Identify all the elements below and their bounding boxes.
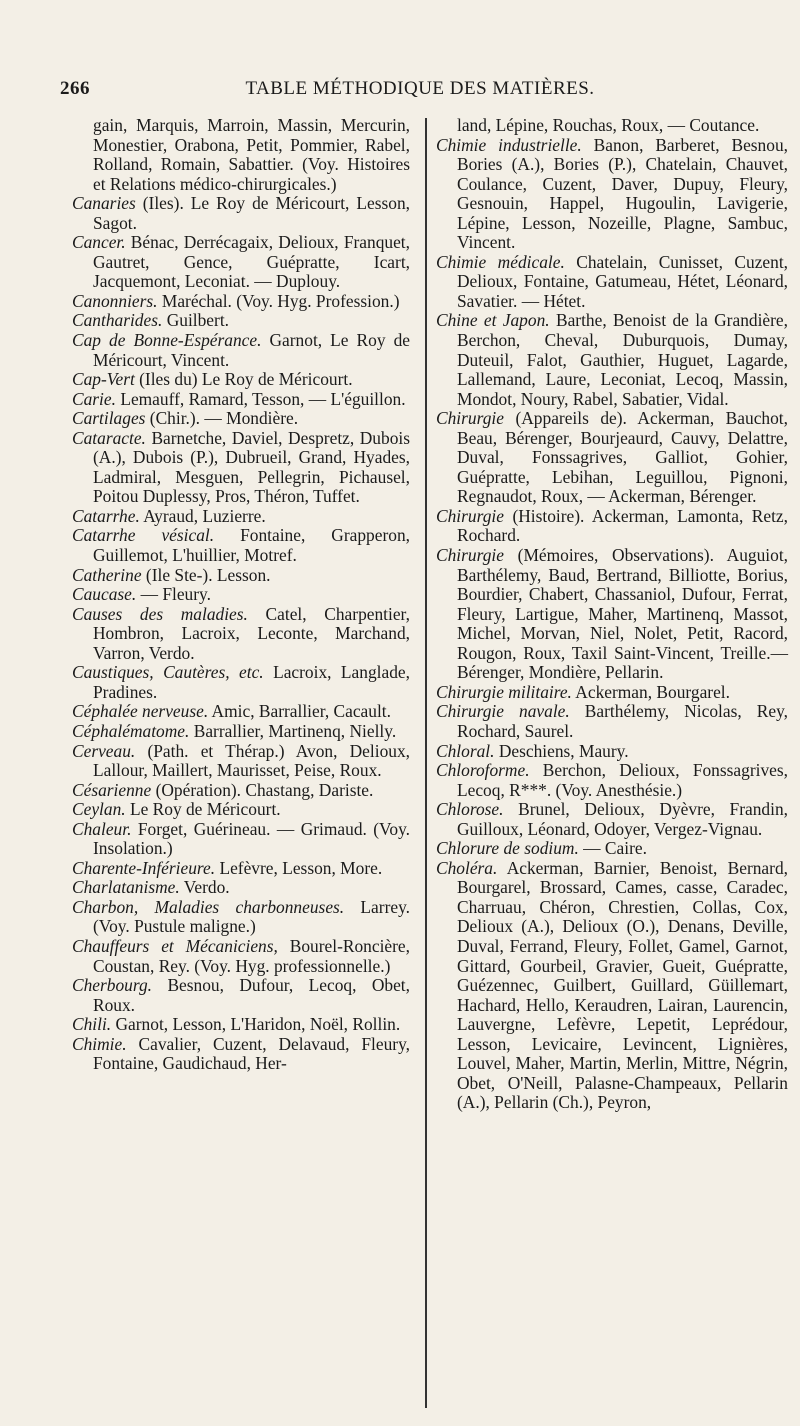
index-entry <box>72 898 410 937</box>
index-entry <box>72 1015 410 1035</box>
index-entry <box>436 136 788 253</box>
entry-term: Cap de Bonne-Espérance. <box>72 330 262 351</box>
entry-term: Catarrhe vésical. <box>72 525 215 546</box>
entry-term: Canaries <box>72 193 136 214</box>
index-entry <box>436 839 788 859</box>
left-column <box>72 116 410 1414</box>
index-entry <box>72 292 410 312</box>
entry-references: Larrey. (Voy. Pustule maligne.) <box>93 896 410 937</box>
entry-term: Cerveau. <box>72 740 136 761</box>
index-entry <box>436 546 788 683</box>
index-entry <box>436 761 788 800</box>
right-column <box>436 116 788 1414</box>
entry-references: Fontaine, Grapperon, Guillemot, L'huillier, Motref. <box>93 525 410 566</box>
entry-term: Chirurgie <box>436 545 504 566</box>
entry-references: (Path. et Thérap.) Avon, Delioux, Lallour, Maillert, Maurisset, Peise, Roux. <box>93 740 410 781</box>
entry-references: Ayraud, Luzierre. <box>139 505 266 526</box>
entry-term: Causes des maladies. <box>72 603 248 624</box>
entry-references: Barthélemy, Nicolas, Rey, Rochard, Saurel. <box>457 701 788 741</box>
index-entry <box>72 800 410 820</box>
entry-references: Ackerman, Bourgarel. <box>571 681 730 702</box>
index-entry <box>72 742 410 781</box>
entry-references: — Fleury. <box>136 584 211 605</box>
index-entry <box>436 800 788 839</box>
entry-references: Forget, Guérineau. — Grimaud. (Voy. Insolation.) <box>93 818 410 859</box>
entry-references: Barrallier, Martinenq, Nielly. <box>189 720 397 741</box>
entry-references: (Iles du) Le Roy de Méricourt. <box>134 369 353 390</box>
column-continuation: gain, Marquis, Marroin, Massin, Mercurin, Monestier, Orabona, Petit, Pommier, Rabel, Rolland, Romain, Sabattier. (Voy. Histoires et Relations médico-chirurgicales.) <box>93 115 410 194</box>
entry-references: (Opération). Chastang, Dariste. <box>151 779 374 800</box>
entry-references: Garnot, Lesson, L'Haridon, Noël, Rollin. <box>111 1014 401 1035</box>
entry-references: Bénac, Derrécagaix, Delioux, Franquet, Gautret, Gence, Guépratte, Icart, Jacquemont, Leconiat. — Duplouy. <box>93 232 410 292</box>
index-entry <box>72 526 410 565</box>
index-entry <box>72 859 410 879</box>
entry-references: (Histoire). Ackerman, Lamonta, Retz, Rochard. <box>457 505 788 546</box>
entry-term: Chlorose. <box>436 799 504 820</box>
entry-term: Chimie. <box>72 1033 127 1054</box>
entry-term: Charente-Inférieure. <box>72 857 216 878</box>
index-entry <box>72 976 410 1015</box>
index-entry <box>436 683 788 703</box>
entry-references: Garnot, Le Roy de Méricourt, Vincent. <box>93 330 410 370</box>
entry-term: Catherine <box>72 564 142 585</box>
entry-references: (Ile Ste-). Lesson. <box>141 564 271 585</box>
column-divider <box>425 118 427 1408</box>
entry-term: Catarrhe. <box>72 505 140 526</box>
entry-term: Chloroforme. <box>436 760 530 781</box>
index-entry <box>72 566 410 586</box>
entry-term: Cancer. <box>72 232 126 253</box>
entry-references: (Iles). Le Roy de Méricourt, Lesson, Sagot. <box>93 193 410 233</box>
index-entry <box>436 742 788 762</box>
entry-term: Chirurgie militaire. <box>436 681 572 702</box>
page-number: 266 <box>60 78 90 99</box>
entry-term: Cartilages <box>72 408 146 429</box>
index-entry <box>436 311 788 409</box>
index-entry <box>72 390 410 410</box>
entry-references: Lemauff, Ramard, Tesson, — L'éguillon. <box>115 388 406 409</box>
index-entry <box>436 859 788 1113</box>
entry-references: Cavalier, Cuzent, Delavaud, Fleury, Fontaine, Gaudichaud, Her- <box>93 1033 410 1074</box>
index-entry <box>72 663 410 702</box>
entry-term: Chine et Japon. <box>436 310 550 331</box>
entry-references: Deschiens, Maury. <box>494 740 629 761</box>
entry-term: Chaleur. <box>72 818 132 839</box>
index-entry <box>72 429 410 507</box>
index-entry <box>72 331 410 370</box>
entry-term: Chloral. <box>436 740 495 761</box>
entry-term: Cherbourg. <box>72 975 153 996</box>
index-entry <box>436 702 788 741</box>
entry-term: Carie. <box>72 388 116 409</box>
entry-term: Chirurgie navale. <box>436 701 570 722</box>
page-header <box>60 78 800 108</box>
entry-term: Chimie médicale. <box>436 251 565 272</box>
index-entry <box>72 702 410 722</box>
index-entry <box>72 820 410 859</box>
entry-term: Cataracte. <box>72 427 146 448</box>
index-entry <box>72 1035 410 1074</box>
entry-references: Lacroix, Langlade, Pradines. <box>93 662 410 702</box>
entry-term: Chauffeurs et Mécaniciens, <box>72 935 278 956</box>
entry-term: Chimie industrielle. <box>436 134 582 155</box>
entry-term: Caucase. <box>72 584 137 605</box>
entry-references: Catel, Charpentier, Hombron, Lacroix, Leconte, Marchand, Varron, Verdo. <box>93 603 410 663</box>
column-continuation: land, Lépine, Rouchas, Roux, — Coutance. <box>457 115 760 135</box>
entry-term: Ceylan. <box>72 799 126 820</box>
entry-references: (Mémoires, Observations). Auguiot, Barthélemy, Baud, Bertrand, Billiotte, Borius, Bourdier, Chabert, Chassaniol, Dufour, Ferrat, Fleury, Lartigue, Maher, Martinenq, Massot, Michel, Morvan, Niel, Nolet, Petit, Racord, Rougon, Roux, Taxil Saint-Vincent, Treille.—Bérenger, Mondière, Pellarin. <box>457 545 788 683</box>
entry-term: Cantharides. <box>72 310 163 331</box>
entry-term: Choléra. <box>436 857 498 878</box>
index-entry <box>72 878 410 898</box>
index-entry <box>72 409 410 429</box>
index-entry <box>436 253 788 312</box>
entry-term: Chirurgie <box>436 408 504 429</box>
entry-term: Céphalée nerveuse. <box>72 701 209 722</box>
index-entry <box>72 722 410 742</box>
index-entry <box>72 585 410 605</box>
index-entry <box>72 233 410 292</box>
entry-references: Ackerman, Barnier, Benoist, Bernard, Bourgarel, Brossard, Cames, casse, Caradec, Charruau, Chéron, Chrestien, Collas, Cox, Delioux (A.), Delioux (O.), Denans, Deville, Duval, Ferrand, Fleury, Follet, Gamel, Garnot, Gittard, Gourbeil, Gravier, Gueit, Guépratte, Guézennec, Guilbert, Guillard, Güillemart, Hachard, Hello, Keraudren, Lairan, Laurencin, Lauvergne, Lefèvre, Lepetit, Leprédour, Lesson, Levicaire, Levincent, Lignières, Louvel, Maher, Martin, Merlin, Mittre, Négrin, Obet, O'Neill, Palasne-Champeaux, Pellarin (A.), Pellarin (Ch.), Peyron, <box>457 857 788 1113</box>
entry-references: Maréchal. (Voy. Hyg. Profession.) <box>157 290 400 311</box>
entry-references: (Chir.). — Mondière. <box>145 408 299 429</box>
entry-term: Chili. <box>72 1014 112 1035</box>
entry-references: Barnetche, Daviel, Despretz, Dubois (A.), Dubois (P.), Dubrueil, Grand, Hyades, Ladmiral, Mesguen, Pellegrin, Pichausel, Poitou Duplessy, Pros, Théron, Tuffet. <box>93 427 410 507</box>
entry-references: Verdo. <box>179 877 230 898</box>
entry-references: Amic, Barrallier, Cacault. <box>208 701 391 722</box>
entry-references: Barthe, Benoist de la Grandière, Berchon, Cheval, Duburquois, Dumay, Duteuil, Falot, Gauthier, Huguet, Lagarde, Lallemand, Laure, Leconiat, Lecoq, Massin, Mondot, Noury, Rabel, Sabatier, Vidal. <box>457 310 788 409</box>
entry-references: Guilbert. <box>162 310 229 331</box>
index-entry <box>436 409 788 507</box>
entry-term: Charlatanisme. <box>72 877 180 898</box>
entry-references: Berchon, Delioux, Fonssagrives, Lecoq, R***. (Voy. Anesthésie.) <box>457 760 788 800</box>
index-entry <box>72 937 410 976</box>
running-title: TABLE MÉTHODIQUE DES MATIÈRES. <box>245 78 595 99</box>
entry-references: Besnou, Dufour, Lecoq, Obet, Roux. <box>93 975 410 1015</box>
entry-term: Césarienne <box>72 779 152 800</box>
entry-term: Canonniers. <box>72 290 158 311</box>
entry-references: Banon, Barberet, Besnou, Bories (A.), Bories (P.), Chatelain, Chauvet, Coulance, Cuzent, Daver, Dupuy, Fleury, Gesnouin, Happel, Hugoulin, Lavigerie, Lépine, Lesson, Nozeille, Plagne, Sambuc, Vincent. <box>457 134 788 253</box>
index-entry <box>436 507 788 546</box>
index-entry <box>72 194 410 233</box>
entry-references: Chatelain, Cunisset, Cuzent, Delioux, Fontaine, Gatumeau, Hétet, Léonard, Savatier. — Hétet. <box>457 251 788 311</box>
entry-term: Charbon, Maladies charbonneuses. <box>72 896 345 917</box>
index-entry <box>72 311 410 331</box>
entry-term: Chlorure de sodium. <box>436 838 579 859</box>
entry-term: Caustiques, Cautères, etc. <box>72 662 264 683</box>
index-entry <box>72 781 410 801</box>
index-entry <box>72 370 410 390</box>
entry-references: Bourel-Roncière, Coustan, Rey. (Voy. Hyg. professionnelle.) <box>93 935 410 976</box>
index-entry <box>72 605 410 664</box>
entry-references: Brunel, Delioux, Dyèvre, Frandin, Guilloux, Léonard, Odoyer, Vergez-Vignau. <box>457 799 788 839</box>
entry-term: Chirurgie <box>436 505 504 526</box>
entry-term: Céphalématome. <box>72 720 190 741</box>
index-entry <box>72 507 410 527</box>
entry-references: — Caire. <box>578 838 647 859</box>
entry-references: Lefèvre, Lesson, More. <box>215 857 383 878</box>
entry-term: Cap-Vert <box>72 369 135 390</box>
entry-references: Le Roy de Méricourt. <box>125 799 281 820</box>
entry-references: (Appareils de). Ackerman, Bauchot, Beau, Bérenger, Bourjeaurd, Cauvy, Delattre, Duval, Fonssagrives, Galliot, Gohier, Guépratte, Lebihan, Leguillou, Pignoni, Regnaudot, Roux, — Ackerman, Bérenger. <box>457 408 788 507</box>
